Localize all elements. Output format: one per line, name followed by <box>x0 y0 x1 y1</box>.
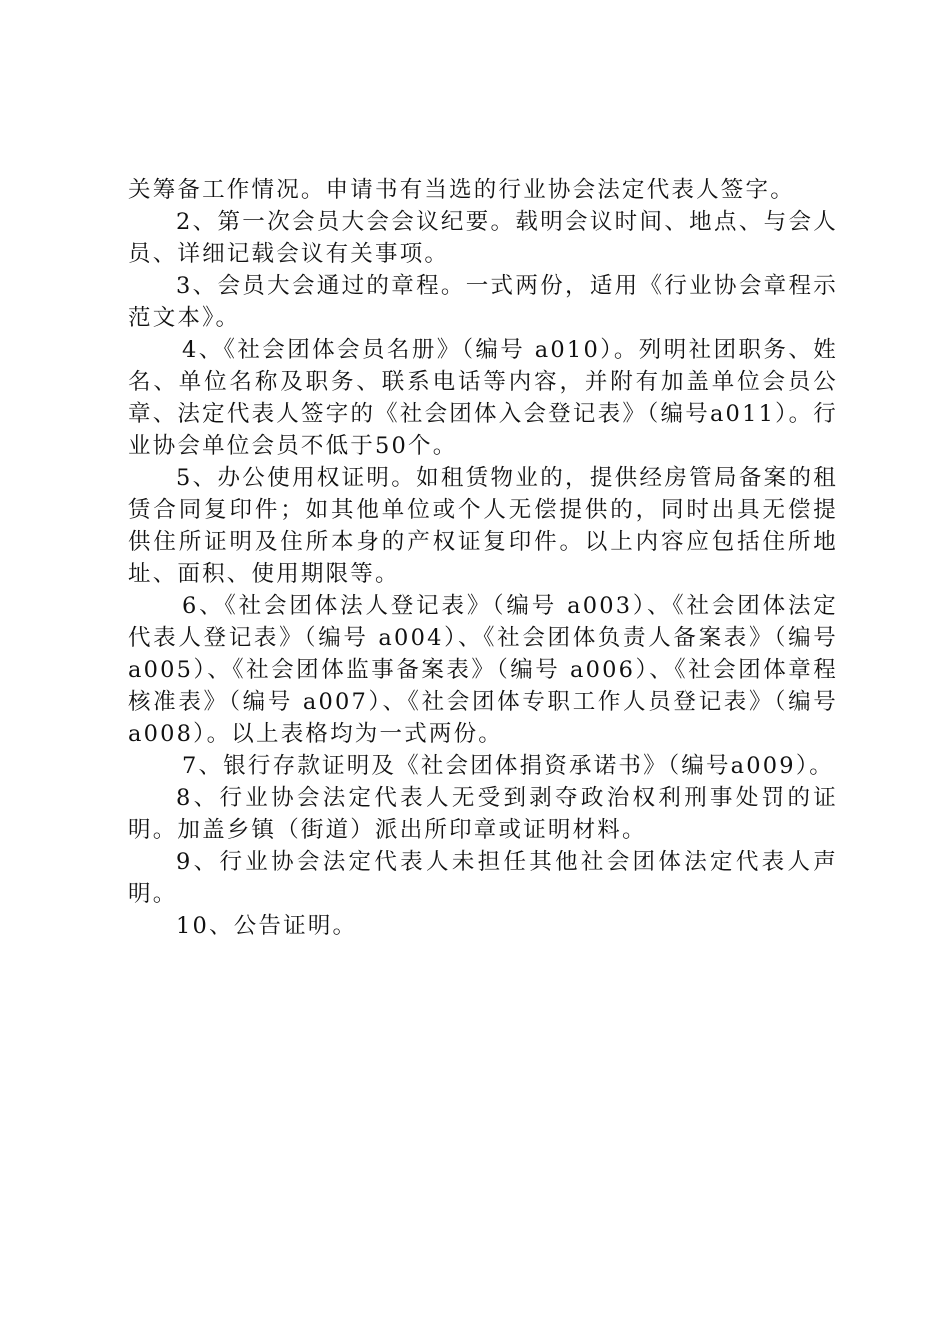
paragraph-item-7: 7、银行存款证明及《社会团体捐资承诺书》（编号a009）。 <box>182 753 834 779</box>
paragraph-item-2: 2、第一次会员大会会议纪要。载明会议时间、地点、与会人员、详细记载会议有关事项。 <box>128 209 838 267</box>
paragraph-item-10: 10、公告证明。 <box>176 913 358 939</box>
paragraph-item-3: 3、会员大会通过的章程。一式两份，适用《行业协会章程示范文本》。 <box>128 273 838 331</box>
document-body <box>128 174 838 942</box>
paragraph-item-8: 8、行业协会法定代表人无受到剥夺政治权利刑事处罚的证明。加盖乡镇（街道）派出所印章或证明材料。 <box>128 785 838 843</box>
paragraph-continuation: 关筹备工作情况。申请书有当选的行业协会法定代表人签字。 <box>128 177 795 203</box>
paragraph-item-6: 6、《社会团体法人登记表》（编号 a003）、《社会团体法定代表人登记表》（编号 a004）、《社会团体负责人备案表》（编号 a005）、《社会团体监事备案表》（编号 a006）、《社会团体章程核准表》（编号 a007）、《社会团体专职工作人员登记表》（编号 a008）。以上表格均为一式两份。 <box>128 593 838 747</box>
paragraph-item-9: 9、行业协会法定代表人未担任其他社会团体法定代表人声明。 <box>128 849 838 907</box>
paragraph-item-5: 5、办公使用权证明。如租赁物业的，提供经房管局备案的租赁合同复印件；如其他单位或个人无偿提供的，同时出具无偿提供住所证明及住所本身的产权证复印件。以上内容应包括住所地址、面积、使用期限等。 <box>128 465 838 587</box>
paragraph-item-4: 4、《社会团体会员名册》（编号 a010）。列明社团职务、姓名、单位名称及职务、联系电话等内容，并附有加盖单位会员公章、法定代表人签字的《社会团体入会登记表》（编号a011）。行业协会单位会员不低于50个。 <box>128 337 838 459</box>
